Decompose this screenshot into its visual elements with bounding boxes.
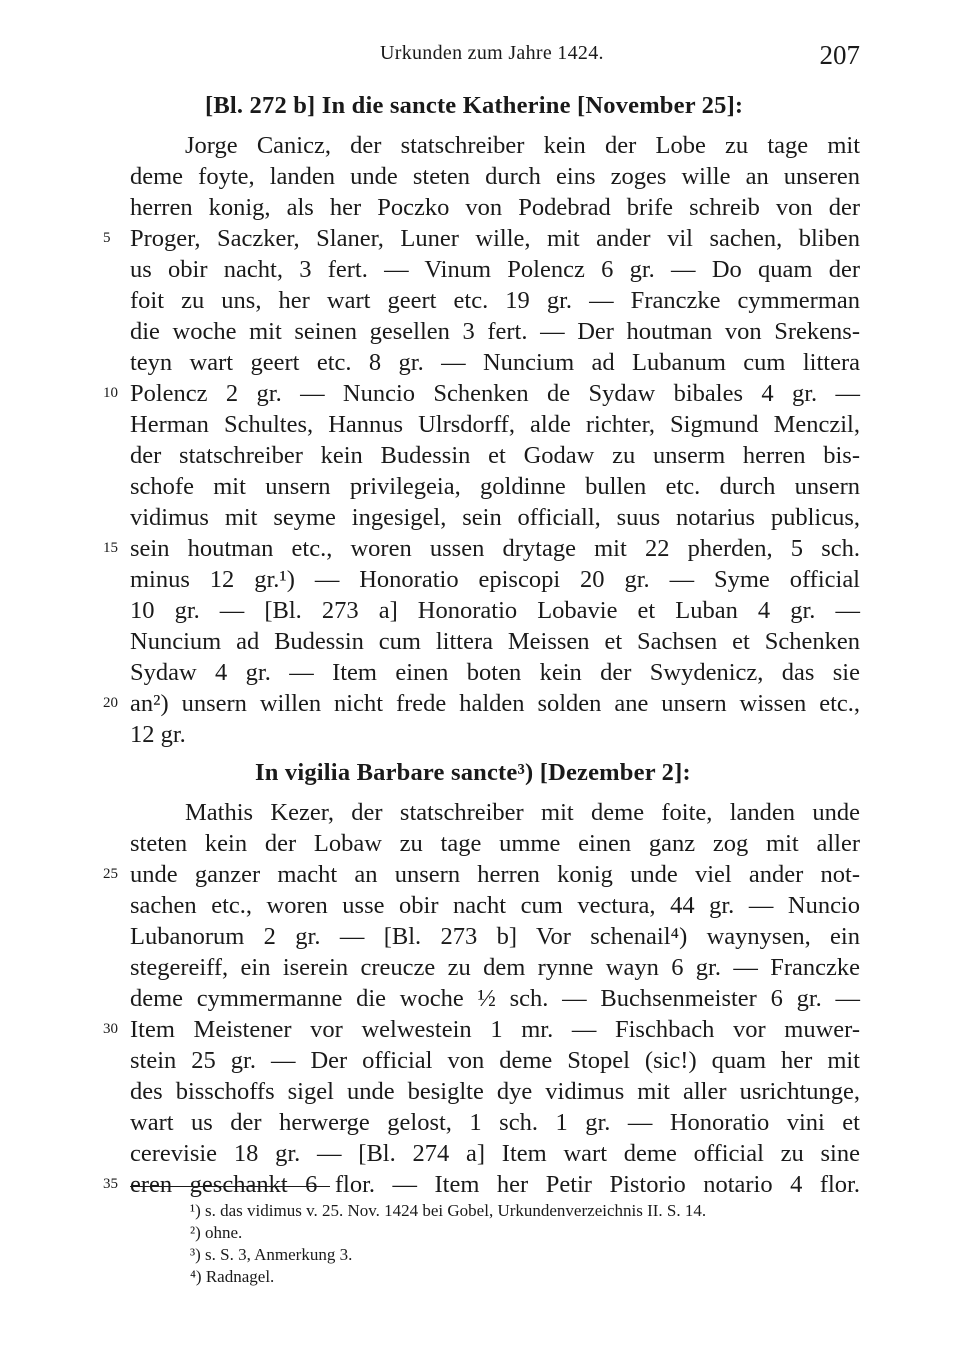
- text-line: sein houtman etc., woren ussen drytage mit 22 pherden, 5 sch.: [130, 535, 860, 562]
- text-line: 10 gr. — [Bl. 273 a] Honoratio Lobavie et Luban 4 gr. —: [130, 597, 860, 624]
- text-line: deme foyte, landen unde steten durch eins zoges wille an unseren: [130, 163, 860, 190]
- line-number: 10: [103, 385, 118, 401]
- text-line: Herman Schultes, Hannus Ulrsdorff, alde richter, Sigmund Menczil,: [130, 411, 860, 438]
- line-number: 35: [103, 1176, 118, 1192]
- text-line: des bisschoffs sigel unde besiglte dye vidimus mit aller usrichtunge,: [130, 1078, 860, 1105]
- line-number: 5: [103, 230, 111, 246]
- running-title: Urkunden zum Jahre 1424.: [380, 42, 604, 64]
- footnote-divider: [130, 1186, 330, 1187]
- text-line: an²) unsern willen nicht frede halden solden ane unsern wissen etc.,: [130, 690, 860, 717]
- text-line: Polencz 2 gr. — Nuncio Schenken de Sydaw bibales 4 gr. —: [130, 380, 860, 407]
- line-number: 20: [103, 695, 118, 711]
- line-number: 25: [103, 866, 118, 882]
- text-line: us obir nacht, 3 fert. — Vinum Polencz 6 gr. — Do quam der: [130, 256, 860, 283]
- footnote: ²) ohne.: [190, 1223, 243, 1242]
- footnote: ³) s. S. 3, Anmerkung 3.: [190, 1245, 353, 1264]
- line-number: 30: [103, 1021, 118, 1037]
- text-line: teyn wart geert etc. 8 gr. — Nuncium ad Lubanum cum littera: [130, 349, 860, 376]
- text-line: eren geschankt 6 flor. — Item her Petir Pistorio notario 4 flor.: [130, 1171, 860, 1198]
- footnote: ⁴) Radnagel.: [190, 1267, 275, 1286]
- text-line: die woche mit seinen gesellen 3 fert. — Der houtman von Srekens-: [130, 318, 860, 345]
- section-heading: [Bl. 272 b] In die sancte Katherine [November 25]:: [205, 92, 744, 119]
- text-line: stein 25 gr. — Der official von deme Stopel (sic!) quam her mit: [130, 1047, 860, 1074]
- text-line: Proger, Saczker, Slaner, Luner wille, mit ander vil sachen, bliben: [130, 225, 860, 252]
- text-line: deme cymmermanne die woche ½ sch. — Buchsenmeister 6 gr. —: [130, 985, 860, 1012]
- text-line: Sydaw 4 gr. — Item einen boten kein der Swydenicz, das sie: [130, 659, 860, 686]
- page-number: 207: [819, 40, 860, 70]
- text-line: vidimus mit seyme ingesigel, sein officiall, suus notarius publicus,: [130, 504, 860, 531]
- section-heading: In vigilia Barbare sancte³) [Dezember 2]:: [255, 759, 691, 786]
- text-line: schofe mit unsern privilegeia, goldinne bullen etc. durch unsern: [130, 473, 860, 500]
- text-line: steten kein der Lobaw zu tage umme einen ganz zog mit aller: [130, 830, 860, 857]
- text-line: unde ganzer macht an unsern herren konig unde viel ander not-: [130, 861, 860, 888]
- text-line: herren konig, als her Poczko von Podebrad brife schreib von der: [130, 194, 860, 221]
- text-line: Lubanorum 2 gr. — [Bl. 273 b] Vor schenail⁴) waynysen, ein: [130, 923, 860, 950]
- text-line: minus 12 gr.¹) — Honoratio episcopi 20 gr. — Syme official: [130, 566, 860, 593]
- text-line: Jorge Canicz, der statschreiber kein der Lobe zu tage mit: [185, 132, 860, 159]
- text-line: sachen etc., woren usse obir nacht cum vectura, 44 gr. — Nuncio: [130, 892, 860, 919]
- text-line: Nuncium ad Budessin cum littera Meissen et Sachsen et Schenken: [130, 628, 860, 655]
- text-line: stegereiff, ein iserein creucze zu dem rynne wayn 6 gr. — Franczke: [130, 954, 860, 981]
- text-line: 12 gr.: [130, 721, 186, 748]
- text-line: foit zu uns, her wart geert etc. 19 gr. — Franczke cymmerman: [130, 287, 860, 314]
- line-number: 15: [103, 540, 118, 556]
- footnote: ¹) s. das vidimus v. 25. Nov. 1424 bei Gobel, Urkundenverzeichnis II. S. 14.: [190, 1201, 707, 1220]
- page-header: [130, 40, 860, 76]
- text-line: Mathis Kezer, der statschreiber mit deme foite, landen unde: [185, 799, 860, 826]
- text-line: wart us der herwerge gelost, 1 sch. 1 gr. — Honoratio vini et: [130, 1109, 860, 1136]
- text-line: Item Meistener vor welwestein 1 mr. — Fischbach vor muwer-: [130, 1016, 860, 1043]
- text-line: der statschreiber kein Budessin et Godaw zu unserm herren bis-: [130, 442, 860, 469]
- text-line: cerevisie 18 gr. — [Bl. 274 a] Item wart deme official zu sine: [130, 1140, 860, 1167]
